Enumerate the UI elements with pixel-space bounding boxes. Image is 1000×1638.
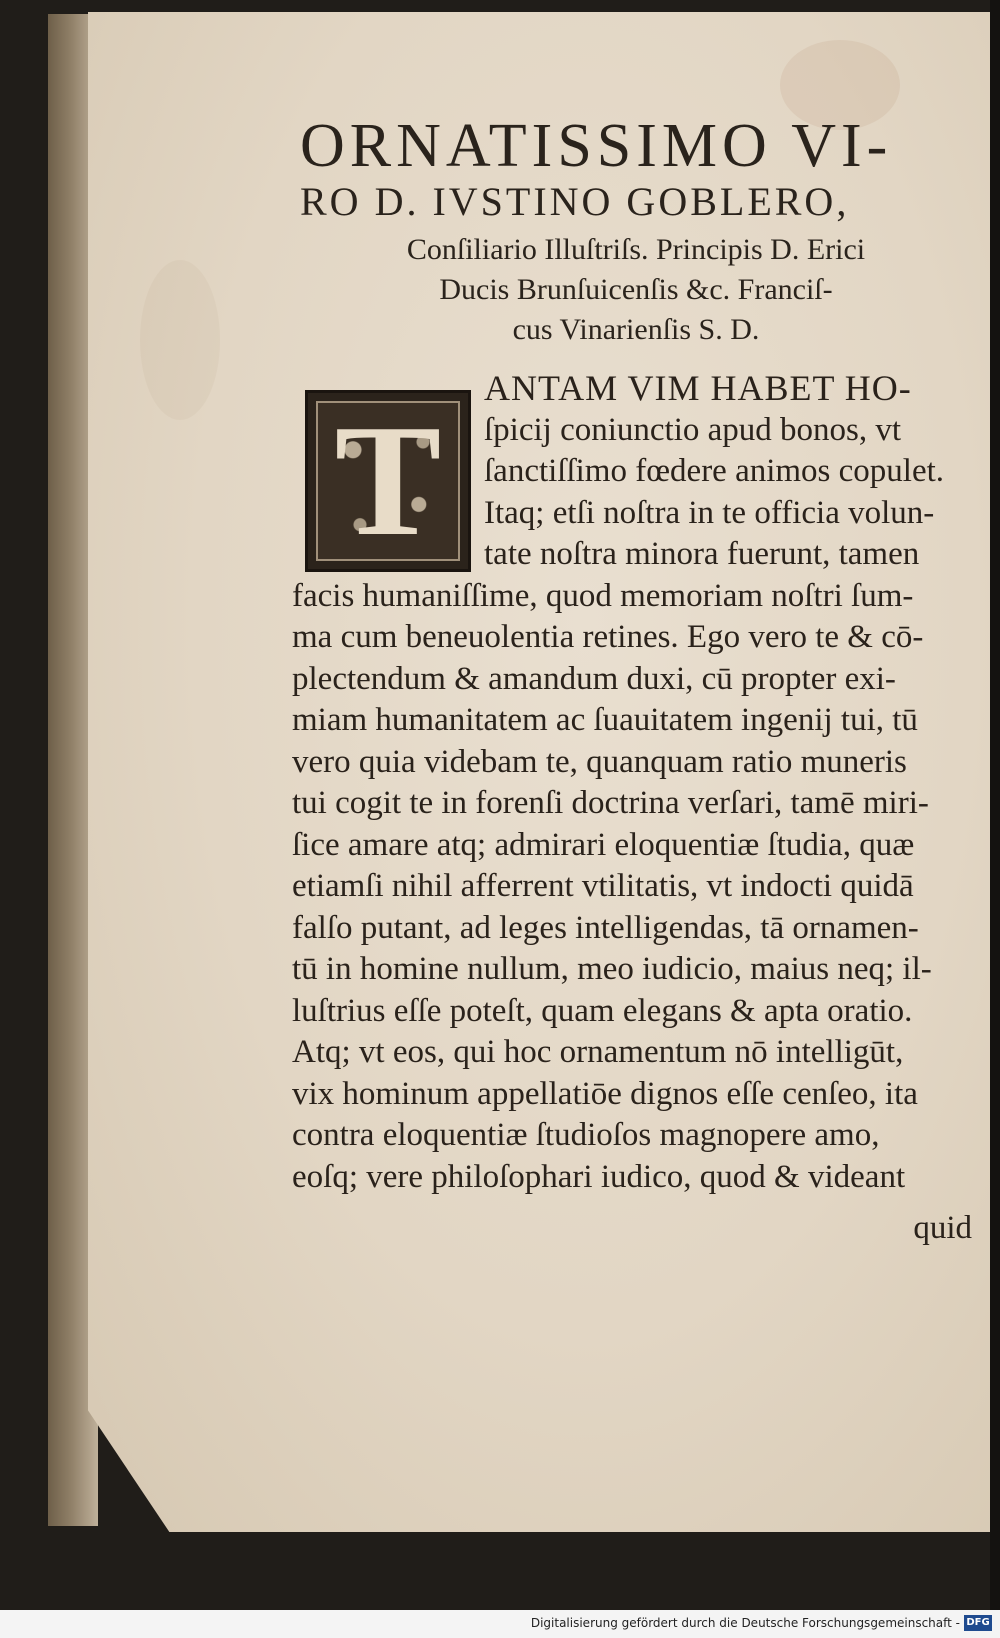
- text-line: facis humaniſſime, quod memoriam noſtri ſum-: [292, 577, 914, 614]
- dedication-heading: [300, 112, 972, 350]
- text-line: ma cum beneuolentia retines. Ego vero te & cō-: [292, 619, 924, 655]
- body-text: [292, 368, 972, 1198]
- text-line: contra eloquentiæ ſtudioſos magnopere amo,: [292, 1117, 880, 1153]
- text-line: etiamſi nihil afferrent vtilitatis, vt indocti quidā: [292, 868, 914, 904]
- text-line: ANTAM VIM HABET HO-: [484, 368, 912, 408]
- text-line: plectendum & amandum duxi, cū propter exi-: [292, 660, 896, 697]
- footer-credit: Digitalisierung gefördert durch die Deutsche Forschungsgemeinschaft -: [530, 1616, 960, 1630]
- dfg-logo: DFG: [964, 1615, 992, 1631]
- page-stain: [140, 260, 220, 420]
- heading-line: Ducis Brunſuicenſis &c. Franciſ-: [439, 273, 833, 306]
- text-line: vix hominum appellatiōe dignos eſſe cenſeo, ita: [292, 1075, 918, 1112]
- text-line: ſice amare atq; admirari eloquentiæ ſtudia, quæ: [292, 826, 915, 863]
- text-line: tate noſtra minora fuerunt, tamen: [484, 536, 920, 572]
- text-line: eoſq; vere philoſophari iudico, quod & videant: [292, 1158, 906, 1195]
- heading-line: ORNATISSIMO VI-: [300, 112, 893, 180]
- text-line: miam humanitatem ac ſuauitatem ingenij tui, tū: [292, 702, 918, 738]
- catchword: quid: [913, 1210, 972, 1246]
- text-line: Itaq; etſi noſtra in te officia volun-: [484, 494, 935, 531]
- text-line: Atq; vt eos, qui hoc ornamentum nō intelligūt,: [292, 1034, 904, 1070]
- text-line: falſo putant, ad leges intelligendas, tā ornamen-: [292, 909, 919, 946]
- text-line: luſtrius eſſe poteſt, quam elegans & apta oratio.: [292, 992, 913, 1029]
- text-line: vero quia videbam te, quanquam ratio muneris: [292, 743, 907, 780]
- heading-line: cus Vinarienſis S. D.: [512, 313, 760, 346]
- text-line: ſanctiſſimo fœdere animos copulet.: [484, 453, 945, 489]
- heading-line: RO D. IVSTINO GOBLERO,: [300, 179, 850, 224]
- right-edge: [990, 0, 1000, 1610]
- text-line: ſpicij coniunctio apud bonos, vt: [484, 411, 902, 448]
- footer-bar: [0, 1610, 1000, 1638]
- heading-line: Conſiliario Illuſtriſs. Principis D. Erici: [406, 233, 866, 266]
- text-line: tū in homine nullum, meo iudicio, maius neq; il-: [292, 951, 932, 987]
- initial-letter: T: [334, 391, 442, 569]
- text-line: tui cogit te in forenſi doctrina verſari, tamē miri-: [292, 785, 929, 821]
